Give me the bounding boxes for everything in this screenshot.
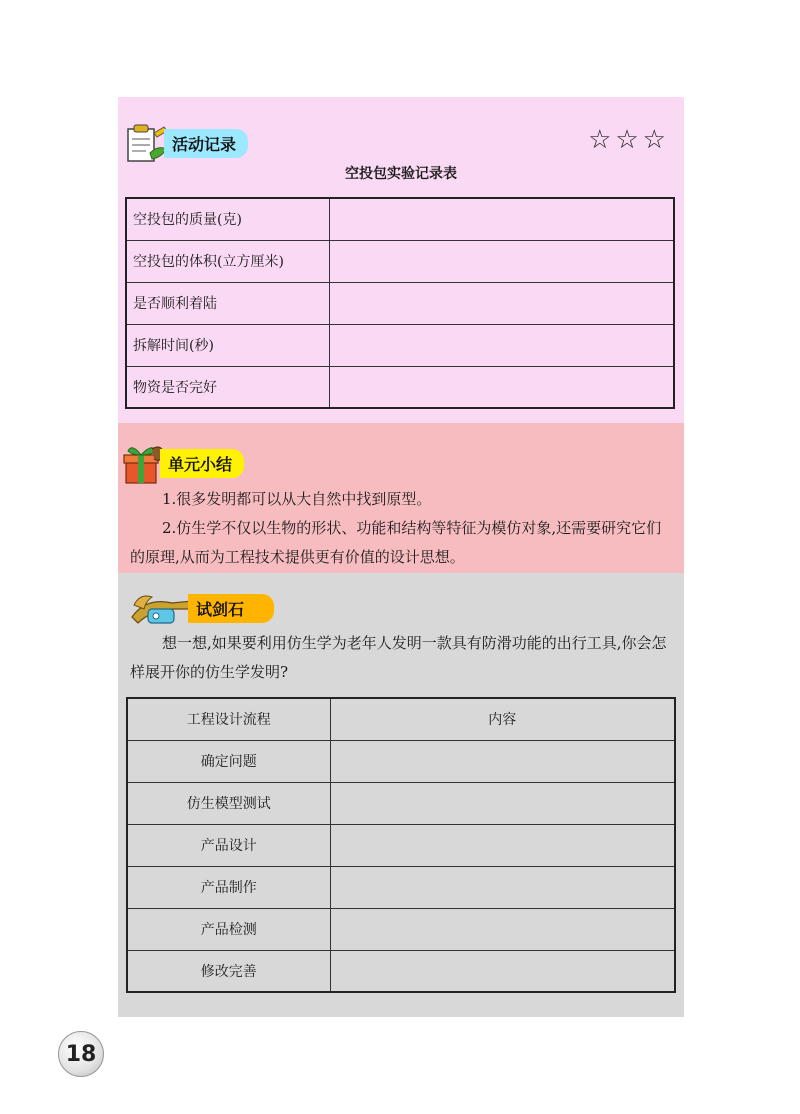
answer-cell[interactable] (330, 824, 675, 866)
row-label: 确定问题 (127, 740, 330, 782)
activity-record-label: 活动记录 (164, 129, 248, 158)
answer-cell[interactable] (329, 366, 674, 408)
row-label: 修改完善 (127, 950, 330, 992)
test-question: 想一想,如果要利用仿生学为老年人发明一款具有防滑功能的出行工具,你会怎样展开你的仿生学发明? (130, 634, 667, 681)
table-row (126, 366, 674, 408)
answer-cell[interactable] (329, 282, 674, 324)
column-header-process: 工程设计流程 (127, 698, 330, 740)
row-label: 仿生模型测试 (127, 782, 330, 824)
table-row (127, 866, 675, 908)
answer-cell[interactable] (330, 782, 675, 824)
table-row (127, 824, 675, 866)
answer-cell[interactable] (330, 908, 675, 950)
unit-summary-label: 单元小结 (160, 449, 244, 478)
summary-point: 2.仿生学不仅以生物的形状、功能和结构等特征为模仿对象,还需要研究它们的原理,从而为工程技术提供更有价值的设计思想。 (130, 519, 662, 566)
table-row (126, 324, 674, 366)
row-label: 拆解时间(秒) (126, 324, 329, 366)
answer-cell[interactable] (329, 324, 674, 366)
answer-cell[interactable] (329, 240, 674, 282)
activity-record-section (118, 97, 684, 423)
summary-point: 1.很多发明都可以从大自然中找到原型。 (162, 490, 432, 508)
test-section (118, 573, 684, 1017)
answer-cell[interactable] (330, 740, 675, 782)
design-process-table (126, 697, 676, 993)
answer-cell[interactable] (329, 198, 674, 240)
unit-summary-section (118, 423, 684, 573)
difficulty-stars: ☆☆☆ (588, 125, 670, 155)
answer-cell[interactable] (330, 866, 675, 908)
table-header-row (127, 698, 675, 740)
row-label: 产品检测 (127, 908, 330, 950)
record-table-title: 空投包实验记录表 (345, 166, 457, 182)
test-header (126, 587, 274, 629)
row-label: 是否顺利着陆 (126, 282, 329, 324)
test-label: 试剑石 (188, 594, 274, 623)
table-row (127, 782, 675, 824)
row-label: 空投包的体积(立方厘米) (126, 240, 329, 282)
row-label: 产品制作 (127, 866, 330, 908)
table-row (126, 282, 674, 324)
table-row (127, 740, 675, 782)
row-label: 空投包的质量(克) (126, 198, 329, 240)
row-label: 产品设计 (127, 824, 330, 866)
activity-record-header (124, 123, 248, 163)
airdrop-record-table (125, 197, 675, 409)
answer-cell[interactable] (330, 950, 675, 992)
column-header-content: 内容 (330, 698, 675, 740)
unit-summary-header (122, 441, 244, 485)
table-row (127, 950, 675, 992)
row-label: 物资是否完好 (126, 366, 329, 408)
page-number: 18 (58, 1031, 104, 1077)
table-row (126, 198, 674, 240)
unit-summary-text (130, 485, 676, 572)
sword-icon (126, 587, 196, 629)
table-row (127, 908, 675, 950)
table-row (126, 240, 674, 282)
